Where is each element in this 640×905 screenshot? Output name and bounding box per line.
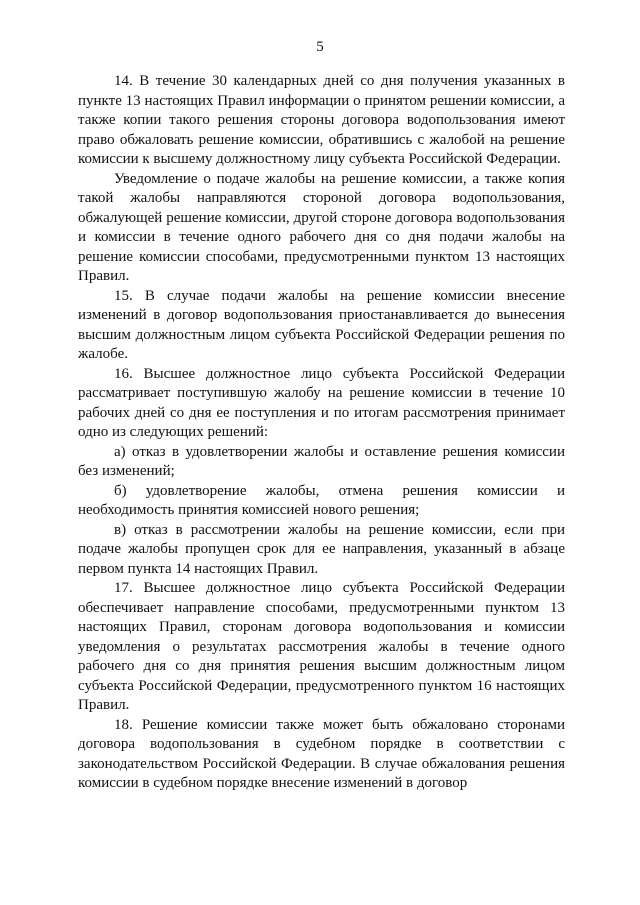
document-body [78, 72, 565, 794]
paragraph-16-b: б) удовлетворение жалобы, отмена решения комиссии и необходимость принятия комиссией нового решения; [78, 482, 565, 518]
paragraph-14-notice: Уведомление о подаче жалобы на решение комиссии, а также копия такой жалобы направляются стороной договора водопользования, обжалующей решение комиссии, другой стороне договора водопользования и комиссии в течение одного рабочего дня со дня подачи жалобы на решение комиссии способами, предусмотренными пунктом 13 настоящих Правил. [78, 170, 565, 284]
paragraph-15: 15. В случае подачи жалобы на решение комиссии внесение изменений в договор водопользования приостанавливается до вынесения высшим должностным лицом субъекта Российской Федерации решения по жалобе. [78, 287, 565, 362]
page-number: 5 [316, 39, 324, 55]
paragraph-16-v: в) отказ в рассмотрении жалобы на решение комиссии, если при подаче жалобы пропущен срок для ее направления, указанный в абзаце первом пункта 14 настоящих Правил. [78, 521, 565, 577]
paragraph-17: 17. Высшее должностное лицо субъекта Российской Федерации обеспечивает направление способами, предусмотренными пунктом 13 настоящих Правил, сторонам договора водопользования и комиссии уведомления о результатах рассмотрения жалобы в течение одного рабочего дня со дня принятия решения высшим должностным лицом субъекта Российской Федерации, предусмотренного пунктом 16 настоящих Правил. [78, 580, 565, 713]
paragraph-16-a: а) отказ в удовлетворении жалобы и оставление решения комиссии без изменений; [78, 443, 565, 479]
paragraph-14: 14. В течение 30 календарных дней со дня получения указанных в пункте 13 настоящих Правил информации о принятом решении комиссии, а также копии такого решения стороны договора водопользования имеют право обжаловать решение комиссии, обратившись с жалобой на решение комиссии к высшему должностному лицу субъекта Российской Федерации. [78, 73, 565, 167]
paragraph-18: 18. Решение комиссии также может быть обжаловано сторонами договора водопользования в судебном порядке в соответствии с законодательством Российской Федерации. В случае обжалования решения комиссии в судебном порядке внесение изменений в договор [78, 716, 565, 791]
paragraph-16: 16. Высшее должностное лицо субъекта Российской Федерации рассматривает поступившую жалобу на решение комиссии в течение 10 рабочих дней со дня ее поступления и по итогам рассмотрения принимает одно из следующих решений: [78, 365, 565, 440]
